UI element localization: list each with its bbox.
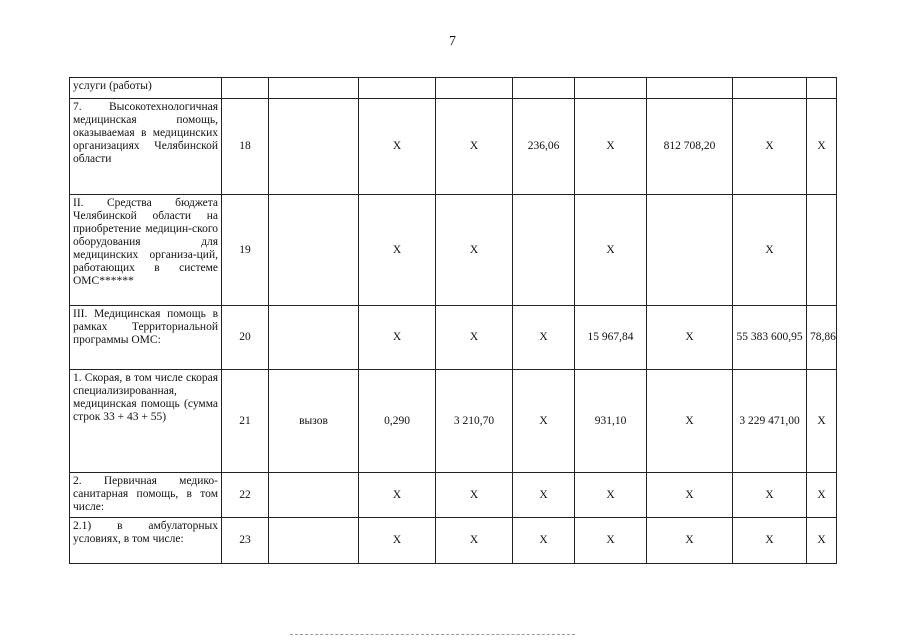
table-cell: Х	[513, 473, 575, 518]
table-row	[70, 518, 837, 564]
table-cell: Х	[575, 473, 647, 518]
table-cell: 3 229 471,00	[733, 370, 807, 473]
table-cell: 78,86	[807, 306, 837, 370]
table-cell: Х	[647, 306, 733, 370]
table-cell	[647, 195, 733, 306]
row-label: 1. Скорая, в том числе скорая специализированная, медицинская помощь (сумма строк 33 + 43 + 55)	[70, 370, 222, 473]
row-number-cell: 19	[222, 195, 269, 306]
table-row	[70, 306, 837, 370]
row-label: 2. Первичная медико-санитарная помощь, в том числе:	[70, 473, 222, 518]
table-cell	[269, 195, 359, 306]
table-cell: Х	[359, 306, 436, 370]
table-cell: 931,10	[575, 370, 647, 473]
table-cell: вызов	[269, 370, 359, 473]
table-cell: Х	[436, 518, 513, 564]
table-cell: Х	[513, 370, 575, 473]
table-cell	[513, 78, 575, 99]
table-row	[70, 473, 837, 518]
row-label: услуги (работы)	[70, 78, 222, 99]
row-number-cell: 20	[222, 306, 269, 370]
row-number-cell: 23	[222, 518, 269, 564]
table-cell: Х	[807, 370, 837, 473]
row-label: 2.1) в амбулаторных условиях, в том числе:	[70, 518, 222, 564]
table-cell: Х	[575, 195, 647, 306]
table-cell: Х	[733, 99, 807, 195]
table-row	[70, 99, 837, 195]
table-cell	[807, 195, 837, 306]
table-cell: 812 708,20	[647, 99, 733, 195]
row-label: III. Медицинская помощь в рамках Территориальной программы ОМС:	[70, 306, 222, 370]
table-cell: Х	[807, 518, 837, 564]
table-cell: Х	[359, 518, 436, 564]
table-cell: Х	[513, 306, 575, 370]
table-cell: Х	[733, 518, 807, 564]
table-cell	[647, 78, 733, 99]
table-cell	[575, 78, 647, 99]
table-cell	[269, 78, 359, 99]
row-number-cell: 22	[222, 473, 269, 518]
table-cell	[733, 78, 807, 99]
table-cell	[269, 518, 359, 564]
table-cell: Х	[359, 195, 436, 306]
row-label: 7. Высокотехнологичная медицинская помощь, оказываемая в медицинских организациях Челябинской области	[70, 99, 222, 195]
table-cell: Х	[647, 473, 733, 518]
page-number: 7	[449, 34, 456, 49]
table-row	[70, 195, 837, 306]
row-number-cell: 21	[222, 370, 269, 473]
table-cell	[436, 78, 513, 99]
table-cell: Х	[575, 518, 647, 564]
table-cell: Х	[436, 473, 513, 518]
scan-artifact-line	[290, 634, 575, 636]
table-body	[70, 78, 837, 564]
table-cell: Х	[733, 473, 807, 518]
table-cell: Х	[436, 99, 513, 195]
table-cell: Х	[575, 99, 647, 195]
table-cell	[513, 195, 575, 306]
table-cell: Х	[513, 518, 575, 564]
table-cell: 0,290	[359, 370, 436, 473]
table-cell: Х	[436, 306, 513, 370]
row-label: II. Средства бюджета Челябинской области на приобретение медицин-ского оборудования для медицинских организа-ций, работающих в системе ОМС******	[70, 195, 222, 306]
table-cell: Х	[807, 473, 837, 518]
table-row	[70, 370, 837, 473]
table-row	[70, 78, 837, 99]
table-cell: Х	[647, 518, 733, 564]
table-cell	[359, 78, 436, 99]
table-cell: Х	[807, 99, 837, 195]
table-cell: Х	[359, 473, 436, 518]
table-cell: Х	[436, 195, 513, 306]
table-cell	[269, 306, 359, 370]
table-cell: Х	[733, 195, 807, 306]
table-cell: 55 383 600,95	[733, 306, 807, 370]
table-cell: Х	[359, 99, 436, 195]
table-cell	[269, 473, 359, 518]
table-cell: 236,06	[513, 99, 575, 195]
row-number-cell: 18	[222, 99, 269, 195]
table-cell	[807, 78, 837, 99]
table-cell: 15 967,84	[575, 306, 647, 370]
table-cell	[269, 99, 359, 195]
table-cell: Х	[647, 370, 733, 473]
financing-table	[69, 77, 837, 564]
table-cell: 3 210,70	[436, 370, 513, 473]
row-number-cell	[222, 78, 269, 99]
